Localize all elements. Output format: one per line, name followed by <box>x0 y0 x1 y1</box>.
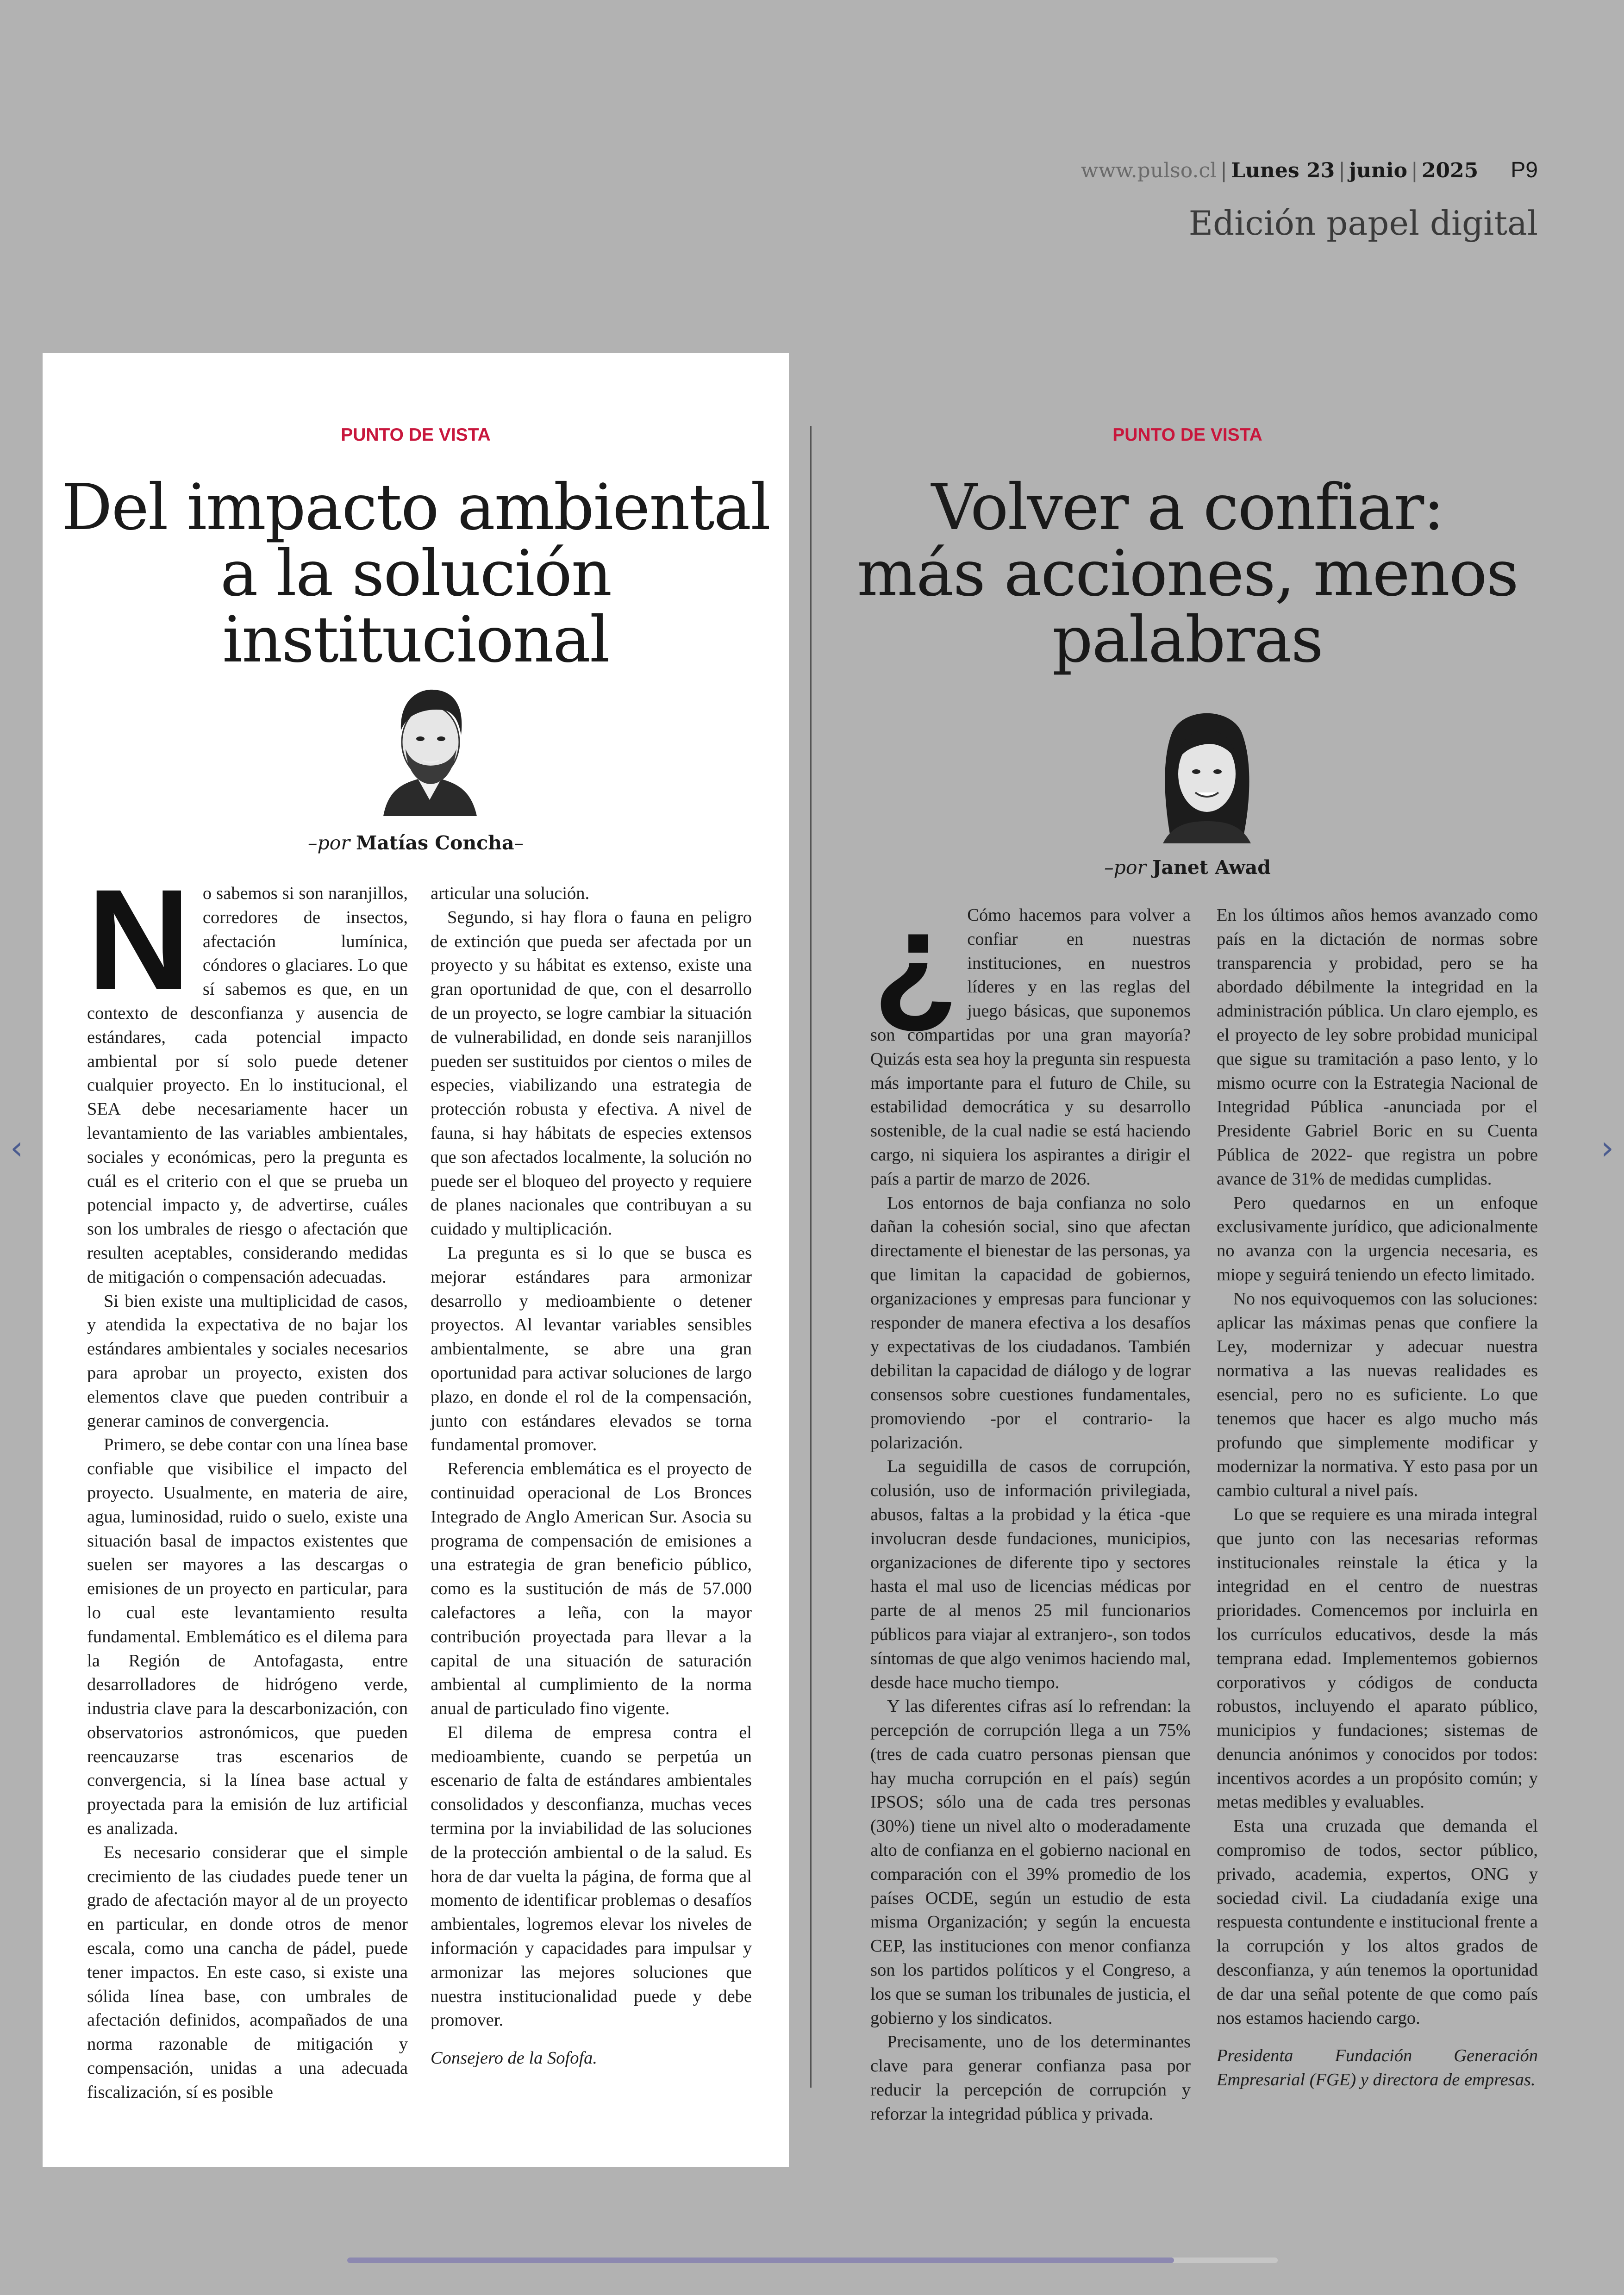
left-title-line: a la solución <box>220 537 612 611</box>
paragraph: Cómo hacemos para volver a confiar en nuestras instituciones, en nuestros líderes y en las reglas del juego básicas, que suponemos son compartidas por una gran mayoría? Quizás esta sea hoy la pregunta sin respuesta más importante para el futuro de Chile, su estabilidad democrática y su desarrollo sostenible, de la cual nadie se está haciendo cargo, ni siquiera los aspirantes a dirigir el país a partir de marzo de 2026. <box>870 905 1191 1189</box>
paragraph: Primero, se debe contar con una línea base confiable que visibilice el impacto del proyecto. Usualmente, en materia de aire, agua, luminosidad, ruido o suelo, existe una situación basal de impactos existentes que suelen ser mayores a las descargas o emisiones de un proyecto en particular, para lo cual este levantamiento resulta fundamental. Emblemático es el dilema para la Región de Antofagasta, entre desarrolladores de hidrógeno verde, industria clave para la descarbonización, con observatorios astronómicos, que pueden reencauzarse tras escenarios de convergencia, si la línea base actual y proyectada para la emisión de luz artificial es analizada. <box>87 1435 408 1839</box>
paragraph: Es necesario considerar que el simple crecimiento de las ciudades puede tener un grado de afectación mayor al de un proyecto en particular, en donde otros de menor escala, como una cancha de pádel, puede tener impactos. En este caso, si existe una sólida línea base, con umbrales de afectación definidos, acompañados de una norma razonable de mitigación y compensación, unidas a una adecuada fiscalización, sí es posible <box>87 1842 408 2102</box>
left-byline: –por Matías Concha– <box>307 832 524 854</box>
paragraph: Referencia emblemática es el proyecto de continuidad operacional de Los Bronces Integrado de Anglo American Sur. Asocia su programa de compensación de emisiones a una estrategia de gran beneficio público, como es la sustitución de más de 57.000 calefactores a leña, con la mayor contribución proyectada para llevar a la capital de una situación de saturación ambiental al cumplimiento de la norma anual de particulado fino vigente. <box>431 1459 752 1719</box>
right-byline: –por Janet Awad <box>1104 856 1271 879</box>
right-title-line: Volver a confiar: <box>931 471 1444 544</box>
right-article-title <box>824 471 1551 677</box>
paragraph: El dilema de empresa contra el medioambiente, cuando se perpetúa un escenario de falta de estándares ambientales consolidados y desconfianza, muchas veces termina por la inviabilidad de las soluciones de la protección ambiental o de la salud. Es hora de dar vuelta la página, de forma que al momento de identificar problemas o desafíos ambientales, logremos elevar los niveles de información y capacidades para impulsar y armonizar las mejores soluciones que nuestra institucionalidad puede y debe promover. <box>431 1722 752 2030</box>
drop-cap: N <box>87 859 191 1020</box>
right-article-column-2 <box>1217 904 1538 2092</box>
next-page-button[interactable] <box>1593 1125 1621 1171</box>
left-title-line: institucional <box>222 603 609 677</box>
chevron-right-icon: › <box>1601 1129 1614 1167</box>
author-signature: Consejero de la Sofofa. <box>431 2048 598 2068</box>
author-name: Janet Awad <box>1152 856 1271 879</box>
paragraph: En los últimos años hemos avanzado como país en la dictación de normas sobre transparencia y probidad, pero se ha abordado débilmente la integridad en la administración pública. Un claro ejemplo, es el proyecto de ley sobre probidad municipal que sigue su tramitación a paso lento, y lo mismo ocurre con la Estrategia Nacional de Integridad Pública -anunciada por el Presidente Gabriel Boric en su Cuenta Pública de 2022- que registra un pobre avance de 31% de medidas cumplidas. <box>1217 905 1538 1189</box>
left-article-title <box>43 471 789 677</box>
paragraph: Segundo, si hay flora o fauna en peligro de extinción que pueda ser afectada por un proyecto y su hábitat es extenso, existe una gran oportunidad de que, con el desarrollo de un proyecto, se logre cambiar la situación de vulnerabilidad, en donde seis naranjillos pueden ser sustituidos por cientos o miles de especies, viabilizando una estrategia de protección robusta y efectiva. A nivel de fauna, si hay hábitats de especies extensos que son afectados localmente, la solución no puede ser el bloqueo del proyecto y requiere de planes nacionales que contribuyan a su cuidado y multiplicación. <box>431 907 752 1239</box>
paragraph: articular una solución. <box>431 884 590 903</box>
paragraph: Y las diferentes cifras así lo refrendan: la percepción de corrupción llega a un 75% (tres de cada cuatro personas piensan que hay mucha corrupción en el país) según IPSOS; sólo una de cada tres personas (30%) tiene un nivel alto o moderadamente alto de confianza en el gobierno nacional en comparación con el 39% promedio de los países OCDE, según un estudio de esta misma Organización; y según la encuesta CEP, las instituciones con menor confianza son los partidos políticos y el Congreso, a los que se suman los tribunales de justicia, el gobierno y los sindicatos. <box>870 1696 1191 2028</box>
page-header: www.pulso.cl | Lunes 23 | junio | 2025 P9 <box>1081 158 1538 182</box>
left-article-column-2 <box>431 882 752 2070</box>
paragraph: Los entornos de baja confianza no solo dañan la cohesión social, sino que afectan directamente el bienestar de las personas, ya que limitan la capacidad de gobiernos, organizaciones y empresas para funcionar y responder de manera efectiva a los desafíos y expectativas de los ciudadanos. También debilitan la capacidad de diálogo y de lograr consensos sobre cuestiones fundamentales, promoviendo -por el contrario- la polarización. <box>870 1193 1191 1453</box>
right-title-line: más acciones, menos <box>857 537 1518 611</box>
paragraph: No nos equivoquemos con las soluciones: aplicar las máximas penas que confiere la Ley, modernizar y adecuar nuestra normativa a las nuevas realidades es esencial, pero no es suficiente. Lo que tenemos que hacer es algo mucho más profundo que simplemente modificar y modernizar la normativa. Y esto pasa por un cambio cultural a nivel país. <box>1217 1289 1538 1501</box>
left-kicker: PUNTO DE VISTA <box>341 425 491 445</box>
right-article-column-1 <box>870 882 1191 2127</box>
page-number: P9 <box>1511 158 1538 182</box>
paragraph: Si bien existe una multiplicidad de casos, y atendida la expectativa de no bajar los estándares ambientales y sociales necesarios para aprobar un proyecto, existen dos elementos clave que pueden contribuir a generar caminos de convergencia. <box>87 1291 408 1431</box>
paragraph: Precisamente, uno de los determinantes clave para generar confianza pasa por reducir la percepción de corrupción y reforzar la integridad pública y privada. <box>870 2032 1191 2124</box>
author-signature: Presidenta Fundación Generación Empresarial (FGE) y directora de empresas. <box>1217 2046 1538 2090</box>
scrollbar-thumb[interactable] <box>347 2258 1174 2263</box>
drop-cap: ¿ <box>873 882 958 1037</box>
author-portrait-janet-awad <box>1149 700 1265 843</box>
left-title-line: Del impacto ambiental <box>61 471 770 544</box>
paragraph: La seguidilla de casos de corrupción, colusión, uso de información privilegiada, abusos, faltas a la probidad y la ética -que involucran desde fundaciones, municipios, organizaciones de diferente tipo y sectores hasta el mal uso de licencias médicas por parte de al menos 25 mil funcionarios públicos para viajar al extranjero-, son todos síntomas de que algo venimos haciendo mal, desde hace mucho tiempo. <box>870 1457 1191 1692</box>
right-kicker: PUNTO DE VISTA <box>1112 425 1262 445</box>
edition-label: Edición papel digital <box>1188 204 1538 243</box>
header-day: Lunes 23 <box>1230 159 1335 182</box>
paragraph: La pregunta es si lo que se busca es mejorar estándares para armonizar desarrollo y medioambiente o detener proyectos. Al levantar variables sensibles ambientalmente, se abre una gran oportunidad para activar soluciones de largo plazo, en donde el rol de la compensación, junto con estándares elevados se torna fundamental promover. <box>431 1243 752 1455</box>
column-divider <box>810 426 812 2088</box>
author-portrait-matias-concha <box>374 680 485 816</box>
site-url[interactable]: www.pulso.cl <box>1081 159 1217 182</box>
author-name: Matías Concha <box>356 832 514 854</box>
header-year: 2025 <box>1421 159 1479 182</box>
chevron-left-icon: ‹ <box>10 1129 23 1167</box>
right-title-line: palabras <box>1052 603 1323 677</box>
prev-page-button[interactable] <box>3 1125 31 1171</box>
paragraph: Esta una cruzada que demanda el compromiso de todos, sector público, privado, academia, expertos, ONG y sociedad civil. La ciudadanía exige una respuesta contundente e institucional frente a la corrupción y los altos grados de desconfianza, y aún tenemos la oportunidad de dar una señal potente de que como país nos estamos haciendo cargo. <box>1217 1816 1538 2028</box>
paragraph: Lo que se requiere es una mirada integral que junto con las necesarias reformas institucionales reinstale la ética y la integridad en el centro de nuestras prioridades. Comencemos por incluirla en los currículos educativos, desde la más temprana edad. Implementemos gobiernos corporativos y códigos de conducta robustos, incluyendo el aparato público, municipios y fundaciones; sistemas de denuncia anónimos y conocidos por todos: incentivos acordes a un propósito común; y metas medibles y evaluables. <box>1217 1504 1538 1812</box>
header-month: junio <box>1349 159 1407 182</box>
paragraph: Pero quedarnos en un enfoque exclusivamente jurídico, que adicionalmente no avanza con la urgencia necesaria, es miope y seguirá teniendo un efecto limitado. <box>1217 1193 1538 1285</box>
left-article-column-1 <box>87 859 408 2105</box>
paragraph: o sabemos si son naranjillos, corredores de insectos, afectación lumínica, cóndores o glaciares. Lo que sí sabemos es que, en un contexto de desconfianza y ausencia de estándares, cada potencial impacto ambiental por sí solo puede detener cualquier proyecto. En lo institucional, el SEA debe necesariamente hacer un levantamiento de las variables ambientales, sociales y económicas, pero la pregunta es cuál es el criterio con el que se prueba un potencial impacto y, de advertirse, cuáles son los umbrales de riesgo o afectación que resulten aceptables, considerando medidas de mitigación o compensación adecuadas. <box>87 884 408 1287</box>
